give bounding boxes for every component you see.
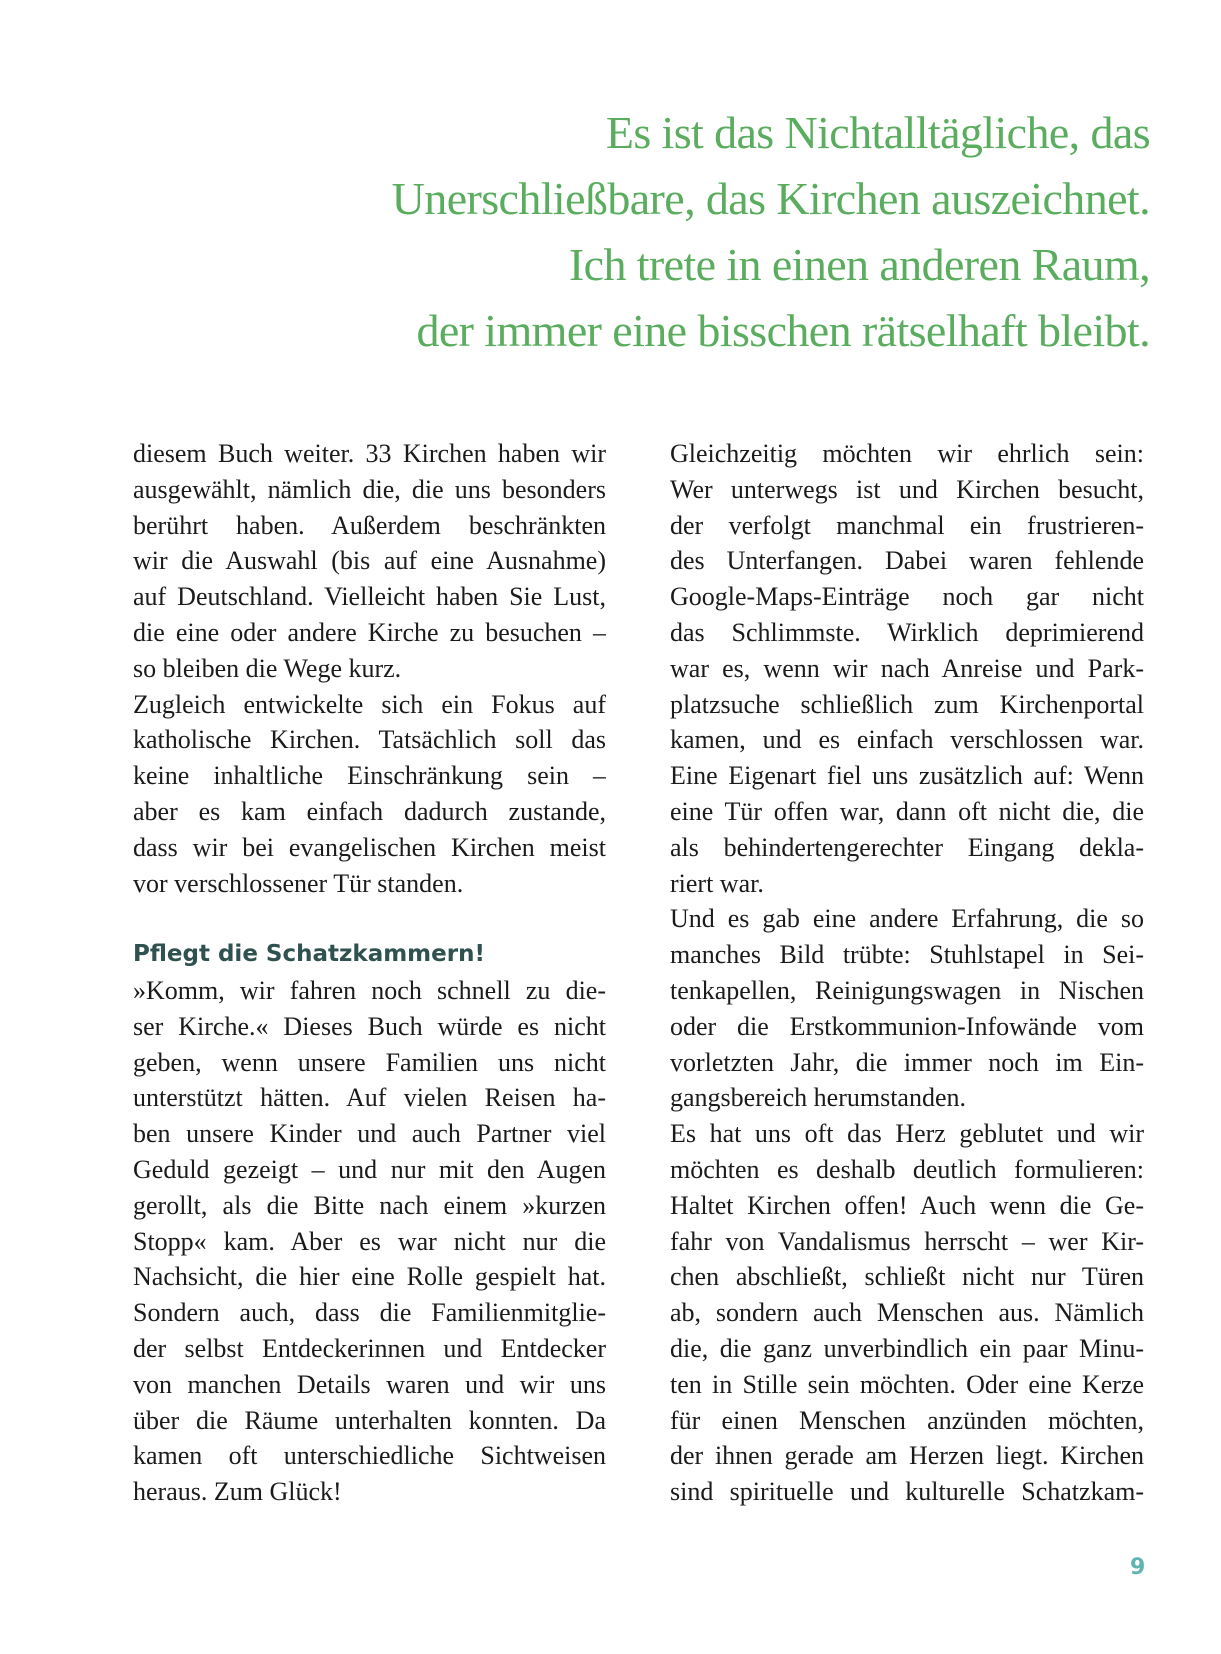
pull-quote-line: Es ist das Nichtalltägliche, das — [605, 107, 1150, 158]
text-line: tenkapellen, Reinigungswagen in Nischen — [670, 975, 1144, 1005]
text-line: vorletzten Jahr, die immer noch im Ein- — [670, 1047, 1144, 1077]
text-line: Nachsicht, die hier eine Rolle gespielt hat. — [133, 1262, 606, 1292]
text-line: für einen Menschen anzünden möchten, — [670, 1405, 1144, 1435]
text-line: Sondern auch, dass die Familienmitglie- — [133, 1298, 606, 1328]
paragraph — [133, 436, 606, 687]
pull-quote-line: Ich trete in einen anderen Raum, — [568, 239, 1150, 290]
text-line: der ihnen gerade am Herzen liegt. Kirchen — [670, 1441, 1144, 1471]
text-line: keine inhaltliche Einschränkung sein – — [133, 761, 606, 791]
text-line: möchten es deshalb deutlich formulieren: — [670, 1154, 1144, 1184]
text-line: heraus. Zum Glück! — [133, 1477, 342, 1507]
text-line: vor verschlossener Tür standen. — [133, 868, 464, 898]
text-line: platzsuche schließlich zum Kirchenportal — [670, 689, 1144, 719]
text-line: ab, sondern auch Menschen aus. Nämlich — [670, 1298, 1144, 1328]
text-line: ser Kirche.« Dieses Buch würde es nicht — [133, 1011, 606, 1041]
paragraph — [133, 973, 606, 1510]
text-line: die, die ganz unverbindlich ein paar Minu- — [670, 1333, 1144, 1363]
text-line: chen abschließt, schließt nicht nur Türen — [670, 1262, 1144, 1292]
pull-quote-line: der immer eine bisschen rätselhaft bleibt. — [416, 305, 1150, 356]
text-line: Wer unterwegs ist und Kirchen besucht, — [670, 474, 1144, 504]
text-line: wir die Auswahl (bis auf eine Ausnahme) — [133, 546, 606, 576]
text-line: aber es kam einfach dadurch zustande, — [133, 796, 606, 826]
text-line: der verfolgt manchmal ein frustrieren- — [670, 510, 1144, 540]
text-line: kamen, und es einfach verschlossen war. — [670, 725, 1144, 755]
text-line: Gleichzeitig möchten wir ehrlich sein: — [670, 439, 1144, 468]
text-line: gangsbereich herumstanden. — [670, 1083, 967, 1113]
text-line: riert war. — [670, 868, 764, 898]
text-line: »Komm, wir fahren noch schnell zu die- — [133, 975, 606, 1005]
text-line: auf Deutschland. Vielleicht haben Sie Lust, — [133, 582, 606, 612]
text-line: Und es gab eine andere Erfahrung, die so — [670, 904, 1144, 934]
text-line: Haltet Kirchen offen! Auch wenn die Ge- — [670, 1190, 1144, 1220]
paragraph — [670, 436, 1144, 901]
spacer — [133, 901, 606, 937]
text-line: sind spirituelle und kulturelle Schatzkam- — [670, 1477, 1144, 1507]
text-line: geben, wenn unsere Familien uns nicht — [133, 1047, 606, 1077]
paragraph — [133, 687, 606, 902]
text-line: als behindertengerechter Eingang dekla- — [670, 832, 1144, 862]
paragraph — [670, 1116, 1144, 1510]
text-line: gerollt, als die Bitte nach einem »kurzen — [133, 1190, 606, 1220]
text-line: oder die Erstkommunion-Infowände vom — [670, 1011, 1144, 1041]
pull-quote-line: Unerschließbare, das Kirchen auszeichnet. — [391, 173, 1150, 224]
text-line: die eine oder andere Kirche zu besuchen – — [133, 617, 606, 647]
text-line: das Schlimmste. Wirklich deprimierend — [670, 617, 1144, 647]
paragraph — [670, 901, 1144, 1116]
text-line: unterstützt hätten. Auf vielen Reisen ha- — [133, 1083, 606, 1113]
left-column — [133, 436, 606, 1510]
text-line: Es hat uns oft das Herz geblutet und wir — [670, 1119, 1144, 1149]
text-line: dass wir bei evangelischen Kirchen meist — [133, 832, 606, 862]
text-line: war es, wenn wir nach Anreise und Park- — [670, 653, 1144, 683]
text-line: Zugleich entwickelte sich ein Fokus auf — [133, 689, 606, 719]
text-line: diesem Buch weiter. 33 Kirchen haben wir — [133, 439, 606, 468]
text-line: katholische Kirchen. Tatsächlich soll das — [133, 725, 606, 755]
pull-quote — [250, 100, 1150, 364]
page-number: 9 — [1130, 1555, 1146, 1580]
text-line: über die Räume unterhalten konnten. Da — [133, 1405, 606, 1435]
text-line: von manchen Details waren und wir uns — [133, 1369, 606, 1399]
text-line: des Unterfangen. Dabei waren fehlende — [670, 546, 1144, 576]
text-line: fahr von Vandalismus herrscht – wer Kir- — [670, 1226, 1144, 1256]
section-heading: Pflegt die Schatzkammern! — [133, 941, 485, 968]
text-line: eine Tür offen war, dann oft nicht die, die — [670, 796, 1144, 826]
text-line: Geduld gezeigt – und nur mit den Augen — [133, 1154, 606, 1184]
text-line: Eine Eigenart fiel uns zusätzlich auf: Wenn — [670, 761, 1144, 791]
text-line: ausgewählt, nämlich die, die uns besonders — [133, 474, 606, 504]
text-line: ten in Stille sein möchten. Oder eine Kerze — [670, 1369, 1144, 1399]
text-line: ben unsere Kinder und auch Partner viel — [133, 1119, 606, 1149]
text-line: so bleiben die Wege kurz. — [133, 653, 402, 683]
text-line: kamen oft unterschiedliche Sichtweisen — [133, 1441, 606, 1471]
text-line: Stopp« kam. Aber es war nicht nur die — [133, 1226, 606, 1256]
text-line: manches Bild trübte: Stuhlstapel in Sei- — [670, 940, 1144, 970]
text-line: der selbst Entdeckerinnen und Entdecker — [133, 1333, 606, 1363]
text-line: Google-Maps-Einträge noch gar nicht — [670, 582, 1144, 612]
right-column — [670, 436, 1144, 1510]
text-line: berührt haben. Außerdem beschränkten — [133, 510, 606, 540]
